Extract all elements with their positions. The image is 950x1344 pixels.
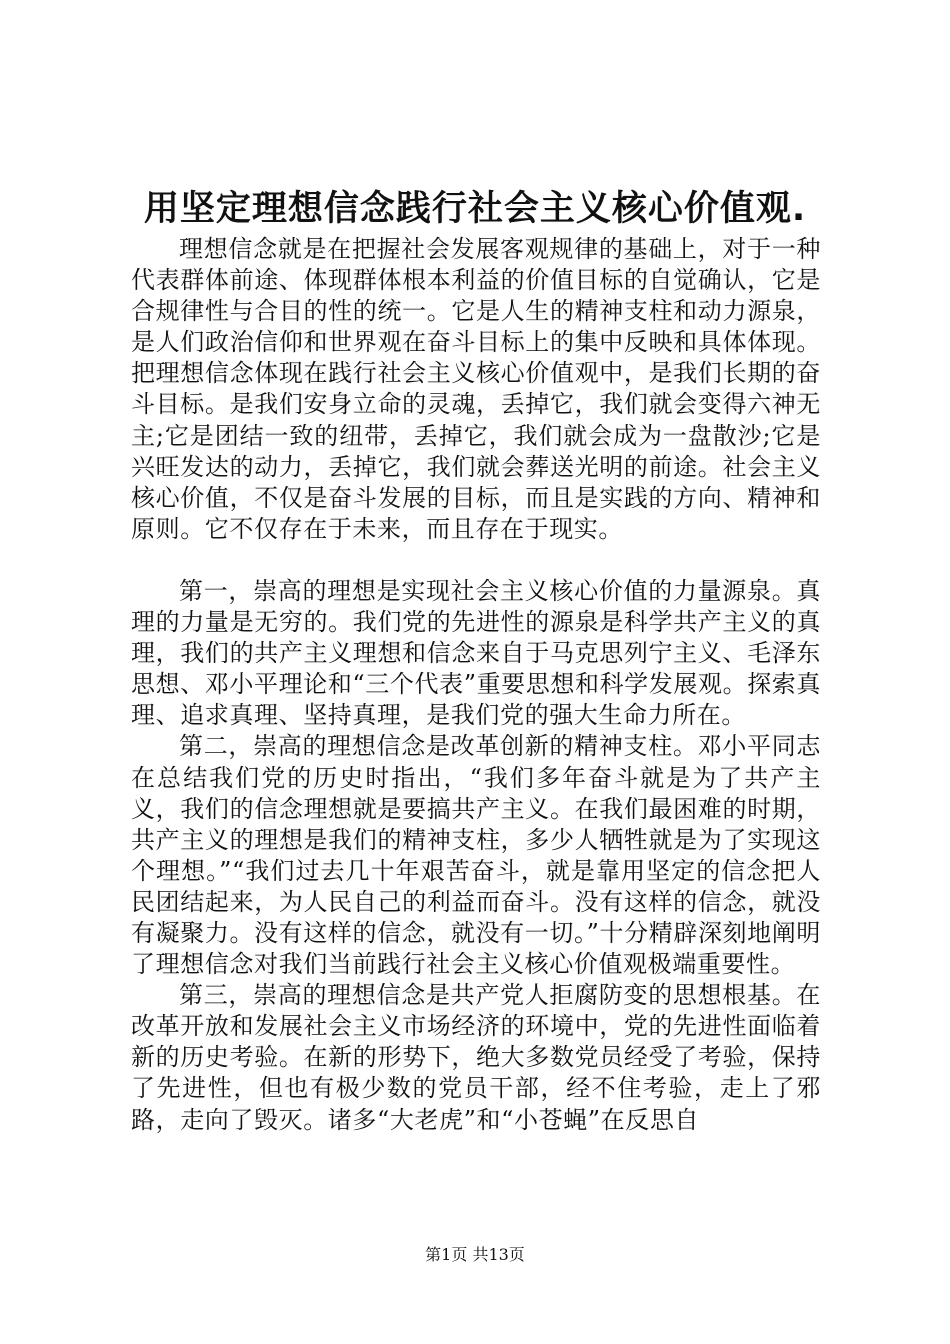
paragraph-second-point: 第二，崇高的理想信念是改革创新的精神支柱。邓小平同志在总结我们党的历史时指出，“我们多年奋斗就是为了共产主义，我们的信念理想就是要搞共产主义。在我们最困难的时期，共产主义的理想是我们的精神支柱，多少人牺牲就是为了实现这个理想。”“我们过去几十年艰苦奋斗，就是靠用坚定的信念把人民团结起来，为人民自己的利益而奋斗。没有这样的信念，就没有凝聚力。没有这样的信念，就没有一切。”十分精辟深刻地阐明了理想信念对我们当前践行社会主义核心价值观极端重要性。 (131, 732, 821, 979)
paragraph-intro: 理想信念就是在把握社会发展客观规律的基础上，对于一种代表群体前途、体现群体根本利益的价值目标的自觉确认，它是合规律性与合目的性的统一。它是人生的精神支柱和动力源泉，是人们政治信仰和世界观在奋斗目标上的集中反映和具体体现。把理想信念体现在践行社会主义核心价值观中，是我们长期的奋斗目标。是我们安身立命的灵魂，丢掉它，我们就会变得六神无主;它是团结一致的纽带，丢掉它，我们就会成为一盘散沙;它是兴旺发达的动力，丢掉它，我们就会葬送光明的前途。社会主义核心价值，不仅是奋斗发展的目标，而且是实践的方向、精神和原则。它不仅存在于未来，而且存在于现实。 (131, 235, 821, 543)
paragraph-third-point: 第三，崇高的理想信念是共产党人拒腐防变的思想根基。在改革开放和发展社会主义市场经济的环境中，党的先进性面临着新的历史考验。在新的形势下，绝大多数党员经受了考验，保持了先进性，但也有极少数的党员干部，经不住考验，走上了邪路，走向了毁灭。诸多“大老虎”和“小苍蝇”在反思自 (131, 981, 821, 1134)
document-body (131, 234, 821, 1136)
paragraph-first-point: 第一，崇高的理想是实现社会主义核心价值的力量源泉。真理的力量是无穷的。我们党的先进性的源泉是科学共产主义的真理，我们的共产主义理想和信念来自于马克思列宁主义、毛泽东思想、邓小平理论和“三个代表”重要思想和科学发展观。探索真理、追求真理、坚持真理，是我们党的强大生命力所在。 (131, 576, 821, 730)
page-number-footer: 第1页 共13页 (425, 1245, 525, 1264)
document-title: 用坚定理想信念践行社会主义核心价值观. (143, 189, 807, 229)
